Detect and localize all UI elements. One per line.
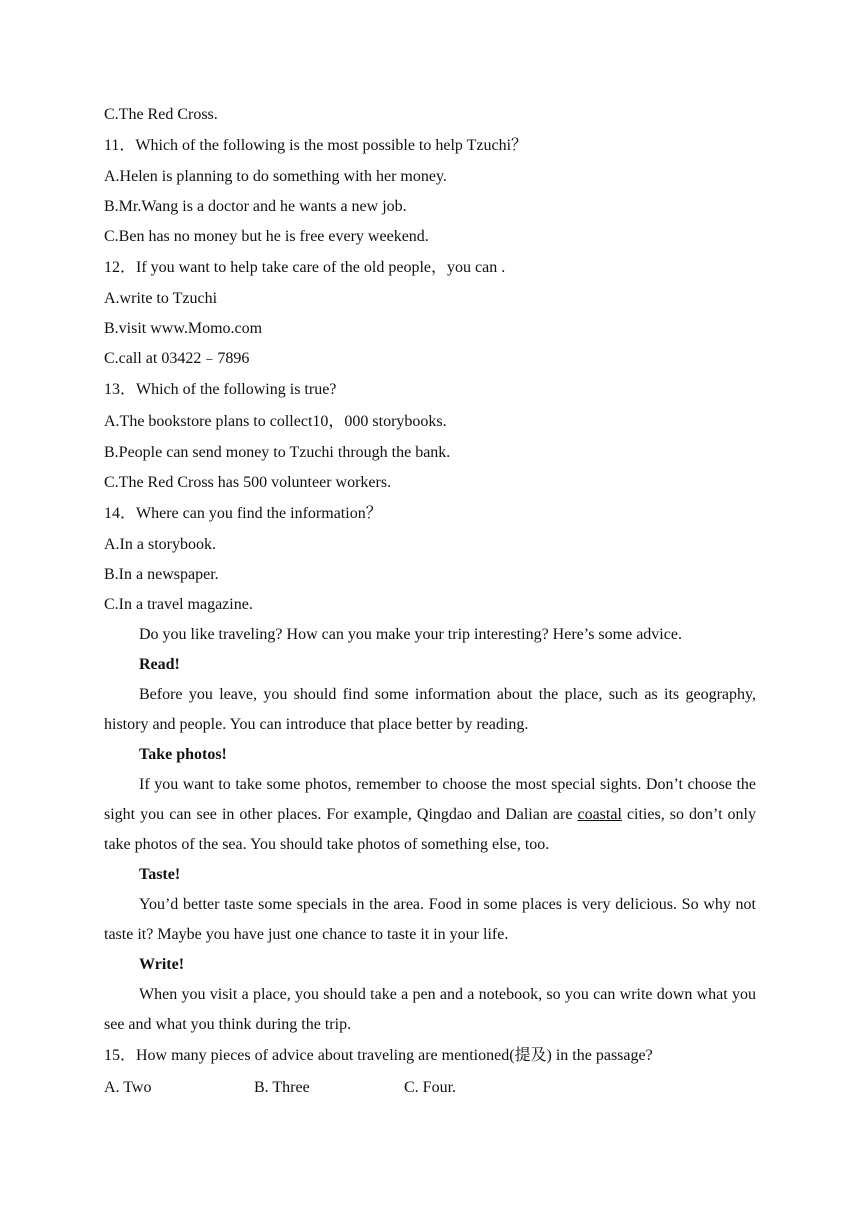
paragraph-read: Before you leave, you should find some information about the place, such as its geography, history and people. You can introduce that place better by reading.: [104, 686, 756, 733]
paragraph-taste: You’d better taste some specials in the area. Food in some places is very delicious. So why not taste it? Maybe you have just one chance to taste it in your life.: [104, 896, 756, 943]
q14-question: 14．Where can you find the information？: [104, 505, 382, 522]
q12-option-a: A.write to Tzuchi: [104, 290, 218, 307]
q12-option-c: C.call at 03422﹣7896: [104, 350, 250, 367]
heading-read: Read!: [139, 656, 180, 673]
q11-option-a: A.Helen is planning to do something with her money.: [104, 168, 447, 185]
underlined-word-coastal: coastal: [577, 806, 622, 823]
q14-option-b: B.In a newspaper.: [104, 566, 219, 583]
document-page: [104, 100, 756, 1104]
q12-option-b: B.visit www.Momo.com: [104, 320, 263, 337]
passage-intro: Do you like traveling? How can you make your trip interesting? Here’s some advice.: [139, 626, 682, 643]
q12-question: 12．If you want to help take care of the old people，you can .: [104, 259, 506, 276]
q13-option-c: C.The Red Cross has 500 volunteer workers.: [104, 474, 392, 491]
q15-question: 15．How many pieces of advice about traveling are mentioned(提及) in the passage?: [104, 1047, 653, 1064]
photos-text-part-2: cities, so don’t only take photos of the sea. You should take photos of something else, too.: [104, 806, 756, 853]
paragraph-write: When you visit a place, you should take a pen and a notebook, so you can write down what you see and what you think during the trip.: [104, 986, 756, 1033]
q14-option-a: A.In a storybook.: [104, 536, 216, 553]
q15-option-c: C. Four.: [404, 1079, 457, 1096]
q13-option-a: A.The bookstore plans to collect10，000 storybooks.: [104, 413, 447, 430]
q13-question: 13．Which of the following is true?: [104, 381, 337, 398]
paragraph-take-photos: [104, 770, 756, 860]
q15-option-b: B. Three: [254, 1079, 310, 1096]
q11-question: 11．Which of the following is the most possible to help Tzuchi？: [104, 137, 528, 154]
photos-text-part-1: If you want to take some photos, remember to choose the most special sights. Don’t choose the sight you can see in other places. For example, Qingdao and Dalian are: [104, 776, 756, 823]
q11-option-b: B.Mr.Wang is a doctor and he wants a new job.: [104, 198, 407, 215]
heading-take-photos: Take photos!: [139, 746, 227, 763]
q15-option-a: A. Two: [104, 1079, 152, 1096]
q10-option-c: C.The Red Cross.: [104, 106, 218, 123]
heading-write: Write!: [139, 956, 185, 973]
q15-options: [104, 1072, 756, 1104]
q14-option-c: C.In a travel magazine.: [104, 596, 253, 613]
q13-option-b: B.People can send money to Tzuchi through the bank.: [104, 444, 451, 461]
q11-option-c: C.Ben has no money but he is free every weekend.: [104, 228, 429, 245]
heading-taste: Taste!: [139, 866, 181, 883]
